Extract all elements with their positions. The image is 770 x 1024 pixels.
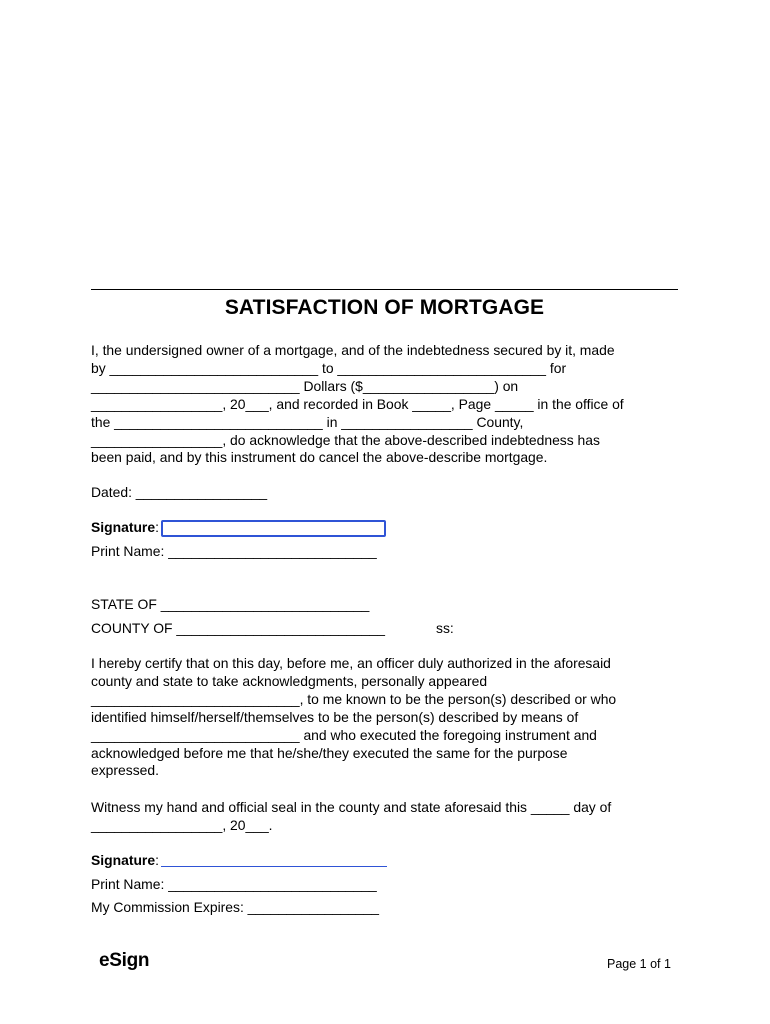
paragraph-witness xyxy=(91,799,681,835)
dated-line: Dated: _________________ xyxy=(91,484,268,500)
paragraph-line: _________________, do acknowledge that the above-described indebtedness has xyxy=(91,431,600,448)
paragraph-line: acknowledged before me that he/she/they executed the same for the purpose xyxy=(91,744,568,761)
top-rule xyxy=(91,289,678,290)
signature-colon: : xyxy=(155,852,159,868)
signature-label: Signature xyxy=(91,519,156,535)
county-of-line: COUNTY OF ___________________________ xyxy=(91,620,385,636)
signature-row-notary xyxy=(91,852,681,870)
paragraph-line: ___________________________ and who executed the foregoing instrument and xyxy=(91,726,597,743)
print-name-line-notary: Print Name: ___________________________ xyxy=(91,876,377,892)
paragraph-line: identified himself/herself/themselves to be the person(s) described by means of xyxy=(91,708,579,725)
signature-field-notary[interactable] xyxy=(161,853,387,867)
paragraph-line: been paid, and by this instrument do cancel the above-describe mortgage. xyxy=(91,449,548,466)
paragraph-line: ___________________________, to me known to be the person(s) described or who xyxy=(91,690,617,707)
signature-label: Signature xyxy=(91,852,156,868)
state-of-line: STATE OF ___________________________ xyxy=(91,596,370,612)
paragraph-notary-certification xyxy=(91,655,681,780)
signature-colon: : xyxy=(155,519,159,535)
signature-field-owner[interactable] xyxy=(161,520,386,537)
print-name-line-owner: Print Name: ___________________________ xyxy=(91,543,377,559)
esign-logo: eSign xyxy=(99,950,150,971)
signature-row-owner xyxy=(91,519,681,537)
page-number: Page 1 of 1 xyxy=(607,957,671,971)
paragraph-line: the ___________________________ in _________________ County, xyxy=(91,413,524,430)
document-title: SATISFACTION OF MORTGAGE xyxy=(224,296,545,319)
county-of-row xyxy=(91,620,681,638)
paragraph-line: county and state to take acknowledgments, personally appeared xyxy=(91,672,488,689)
paragraph-mortgage-details xyxy=(91,342,681,467)
paragraph-line: I, the undersigned owner of a mortgage, and of the indebtedness secured by it, made xyxy=(91,342,615,358)
paragraph-line: ___________________________ Dollars ($_________________) on xyxy=(91,377,519,394)
paragraph-line: _________________, 20___, and recorded in Book _____, Page _____ in the office of xyxy=(91,395,624,412)
ss-label: ss: xyxy=(436,620,454,636)
paragraph-line: I hereby certify that on this day, before me, an officer duly authorized in the aforesaid xyxy=(91,655,611,671)
paragraph-line: by ___________________________ to ___________________________ for xyxy=(91,359,567,376)
paragraph-line: Witness my hand and official seal in the county and state aforesaid this _____ day of xyxy=(91,799,612,815)
paragraph-line: expressed. xyxy=(91,762,159,779)
commission-expires-line: My Commission Expires: _________________ xyxy=(91,899,380,915)
paragraph-line: _________________, 20___. xyxy=(91,816,273,833)
